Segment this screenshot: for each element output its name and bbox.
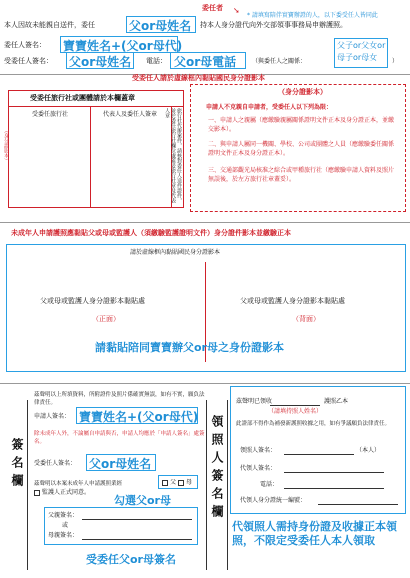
id-copy-label: （身分證影本） (3, 128, 9, 163)
name-hint: （請填持照人姓名） (268, 408, 323, 415)
sign-declaration: 茲聲明以上所填資料，所附證件及照片係確實無誤，如有不實，願負法律責任。 (34, 392, 205, 406)
relation-label: （與委任人之關係： (252, 58, 307, 65)
stamp-box (8, 90, 184, 208)
sign-line[interactable] (318, 504, 398, 505)
mandator-value[interactable]: 寶寶姓名+(父or母代) (63, 39, 183, 53)
check-annotation: 勾選父or母 (114, 494, 171, 507)
stamp-title: 受委任旅行社或團體請於本欄蓋章 (30, 94, 135, 102)
front-label: 父或母或監護人身分證影本黏貼處 (40, 297, 145, 305)
guardian-label: 監護人正式同意。 (42, 489, 91, 496)
applicant-label: 申請人簽名： (34, 413, 71, 420)
parent-or: 或 (62, 522, 69, 529)
rules-title: 申請人不克親自申請者，受委任人以下列為限： (206, 104, 333, 111)
bottom-annotation: 受委任父or母簽名 (86, 553, 176, 566)
agency-title: 受委任人請於虛線框內黏貼國民身分證影本 (132, 74, 265, 82)
pickup-side-label: 領照人簽名欄 (210, 415, 224, 523)
pickup-rule: 此證部不得作為補發新護照收據之用，如有爭議願負法律責任。 (236, 421, 391, 427)
mother-label: 母 (186, 479, 193, 486)
stamp-right: 代表人及委任人簽章 (103, 111, 158, 118)
rule-3: 三、交通部觀光局核准之綜合或甲種旅行社（應繳驗申請人資料及照片無誤後，於左方旅行社章蓋妥）。 (208, 167, 395, 183)
parent-line1: 父親簽名： (48, 512, 79, 519)
guardian-question: 茲聲明以本案未成年人申請護照業經 (34, 481, 123, 487)
sign-line[interactable] (284, 488, 384, 489)
phone-value[interactable]: 父or母電話 (174, 55, 237, 69)
check-box-highlight (158, 475, 198, 489)
stamp-note: 旅行社代辦案件，請核對委任人送件證件，並於委任旅行社欄位處蓋妥旅行社章及代表人章 (164, 108, 182, 203)
relation-value[interactable]: 父子or父女or母子or母女 (337, 41, 386, 62)
pickup-annotation: 代領照人需持身份證及收據正本領照，不限定受委任人本人領取 (232, 520, 404, 548)
mandatee-label: 受委任人簽名： (4, 57, 53, 65)
sign-line[interactable] (284, 454, 354, 455)
applicant-value[interactable]: 寶寶姓名+(父or母代) (79, 410, 199, 424)
guardian-annotation: 請黏貼陪同寶寶辦父or母之身份證影本 (95, 341, 284, 354)
rule-2: 二、與申請人屬同一機關、學校、公司或團體之人員（應繳驗委任關係證明文件正本及身分證正本）。 (208, 141, 395, 157)
phone-label: 電話： (146, 57, 167, 65)
annot-trustee: 委任者 (202, 4, 223, 12)
sign-mandatee-value[interactable]: 父or母姓名 (89, 457, 152, 471)
guardian-title: 未成年人申請護照應黏貼父或母或監護人（須繳驗監護證明文件）身分證件影本並繳驗正本 (11, 229, 291, 237)
father-label: 父 (170, 479, 177, 486)
divider (8, 106, 184, 107)
arrow-icon: ➘ (233, 6, 240, 15)
divider (90, 106, 91, 208)
relation-close: ） (392, 58, 399, 65)
parent-line2: 母親簽名： (48, 532, 79, 539)
back-label: 父或母或監護人身分證影本黏貼處 (240, 297, 345, 305)
guardian-checkbox[interactable] (34, 490, 40, 496)
star-note: * 請填寫陪伴實寶辦證的人，以下委受任人皆同此 (247, 12, 378, 19)
passport-word: 護照乙本 (324, 398, 349, 405)
minor-note: 除未成年人外，不論屬自申請與否，申請人均應於「申請人簽名」處簽名。 (34, 431, 205, 445)
mandator-label: 委任人簽名： (4, 41, 46, 49)
pickup-name-label: 領照人簽名： (240, 447, 277, 454)
id-copy-label-right: （身分證影本） (278, 88, 327, 96)
divider (0, 222, 410, 223)
sign-line[interactable] (284, 472, 384, 473)
sign-side-label: 簽名欄 (10, 438, 24, 492)
front-sub: （正面） (92, 315, 120, 323)
back-sub: （背面） (292, 315, 320, 323)
sign-mandatee-label: 受委任人簽名： (34, 460, 77, 467)
agent-id-label: 代領人身分證統一編號： (240, 497, 307, 504)
consent-suffix: 持本人身分證代向外交部領事事務局申辦護照。 (200, 21, 347, 29)
stamp-left: 受委任旅行社 (32, 111, 69, 118)
mandatee-value[interactable]: 父or母姓名 (69, 55, 132, 69)
pickup-name-suffix: （本人） (356, 447, 381, 454)
rule-1: 一、申請人之親屬（應繳驗親屬關係證明文件正本及身分證正本，並繳交影本）。 (208, 117, 395, 133)
pickup-phone-label: 電話： (260, 481, 279, 488)
sign-line[interactable] (82, 539, 192, 540)
consent-fill[interactable]: 父or母姓名 (129, 19, 192, 33)
agent-label: 代領人簽名： (240, 465, 277, 472)
guardian-dashed-title: 請於虛線框內黏貼國民身分證影本 (130, 249, 221, 256)
consent-prefix: 本人因故未能親自送件，委任 (4, 21, 95, 29)
pickup-declaration: 茲聲明已領收 (236, 398, 273, 405)
divider (0, 383, 410, 384)
sign-line[interactable] (82, 519, 192, 520)
sign-line[interactable] (270, 405, 320, 406)
